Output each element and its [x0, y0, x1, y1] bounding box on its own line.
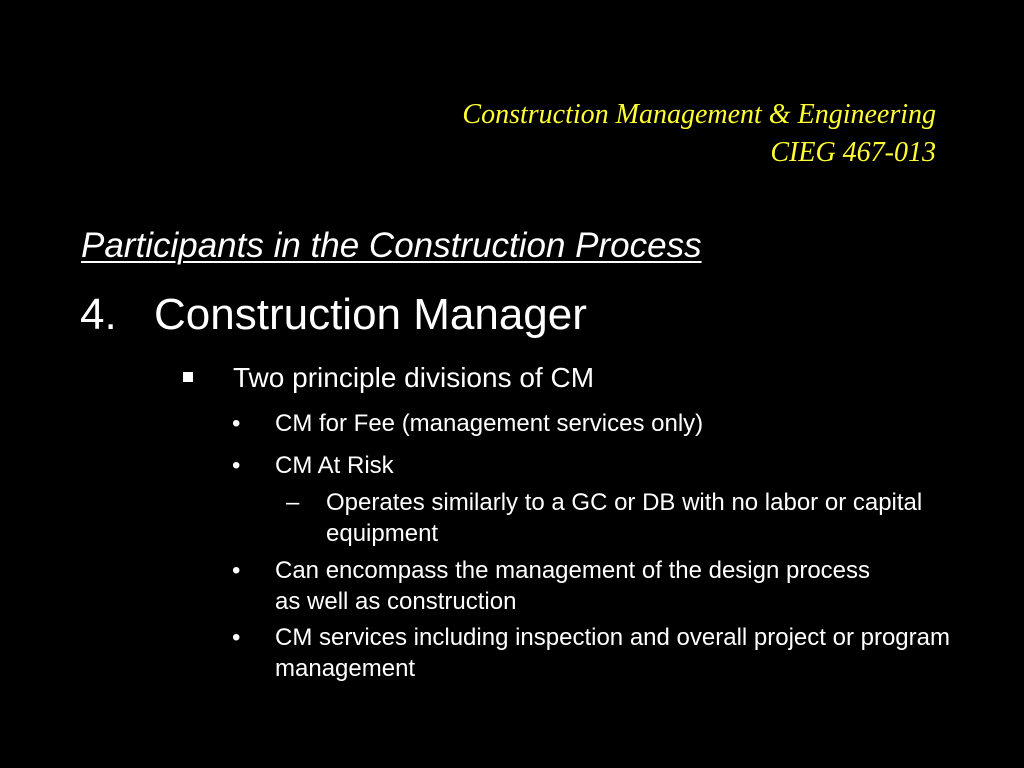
heading-title: Construction Manager	[154, 290, 587, 339]
sub-bullet-text: Operates similarly to a GC or DB with no labor or capital equipment	[326, 489, 923, 547]
course-header	[462, 96, 936, 172]
main-heading	[80, 290, 587, 340]
dot-bullet-icon: •	[232, 410, 241, 437]
section-title: Participants in the Construction Process	[81, 226, 702, 265]
dot-bullet-icon: •	[232, 557, 241, 584]
dot-bullet-icon: •	[232, 452, 241, 479]
bullet-text: CM At Risk	[275, 452, 394, 479]
bullet-text: CM for Fee (management services only)	[275, 410, 704, 437]
bullet-text: CM services including inspection and overall project or program management	[275, 624, 950, 682]
heading-number: 4.	[80, 290, 117, 339]
course-code: CIEG 467-013	[770, 137, 936, 168]
bullet-text: Can encompass the management of the design process as well as construction	[275, 557, 871, 615]
dot-bullet-icon: •	[232, 624, 241, 651]
square-bullet-icon	[183, 372, 193, 382]
course-name: Construction Management & Engineering	[462, 99, 936, 130]
dash-bullet-icon: –	[286, 489, 300, 516]
bullet-level1	[183, 362, 594, 394]
bullet-level1-text: Two principle divisions of CM	[233, 362, 595, 393]
